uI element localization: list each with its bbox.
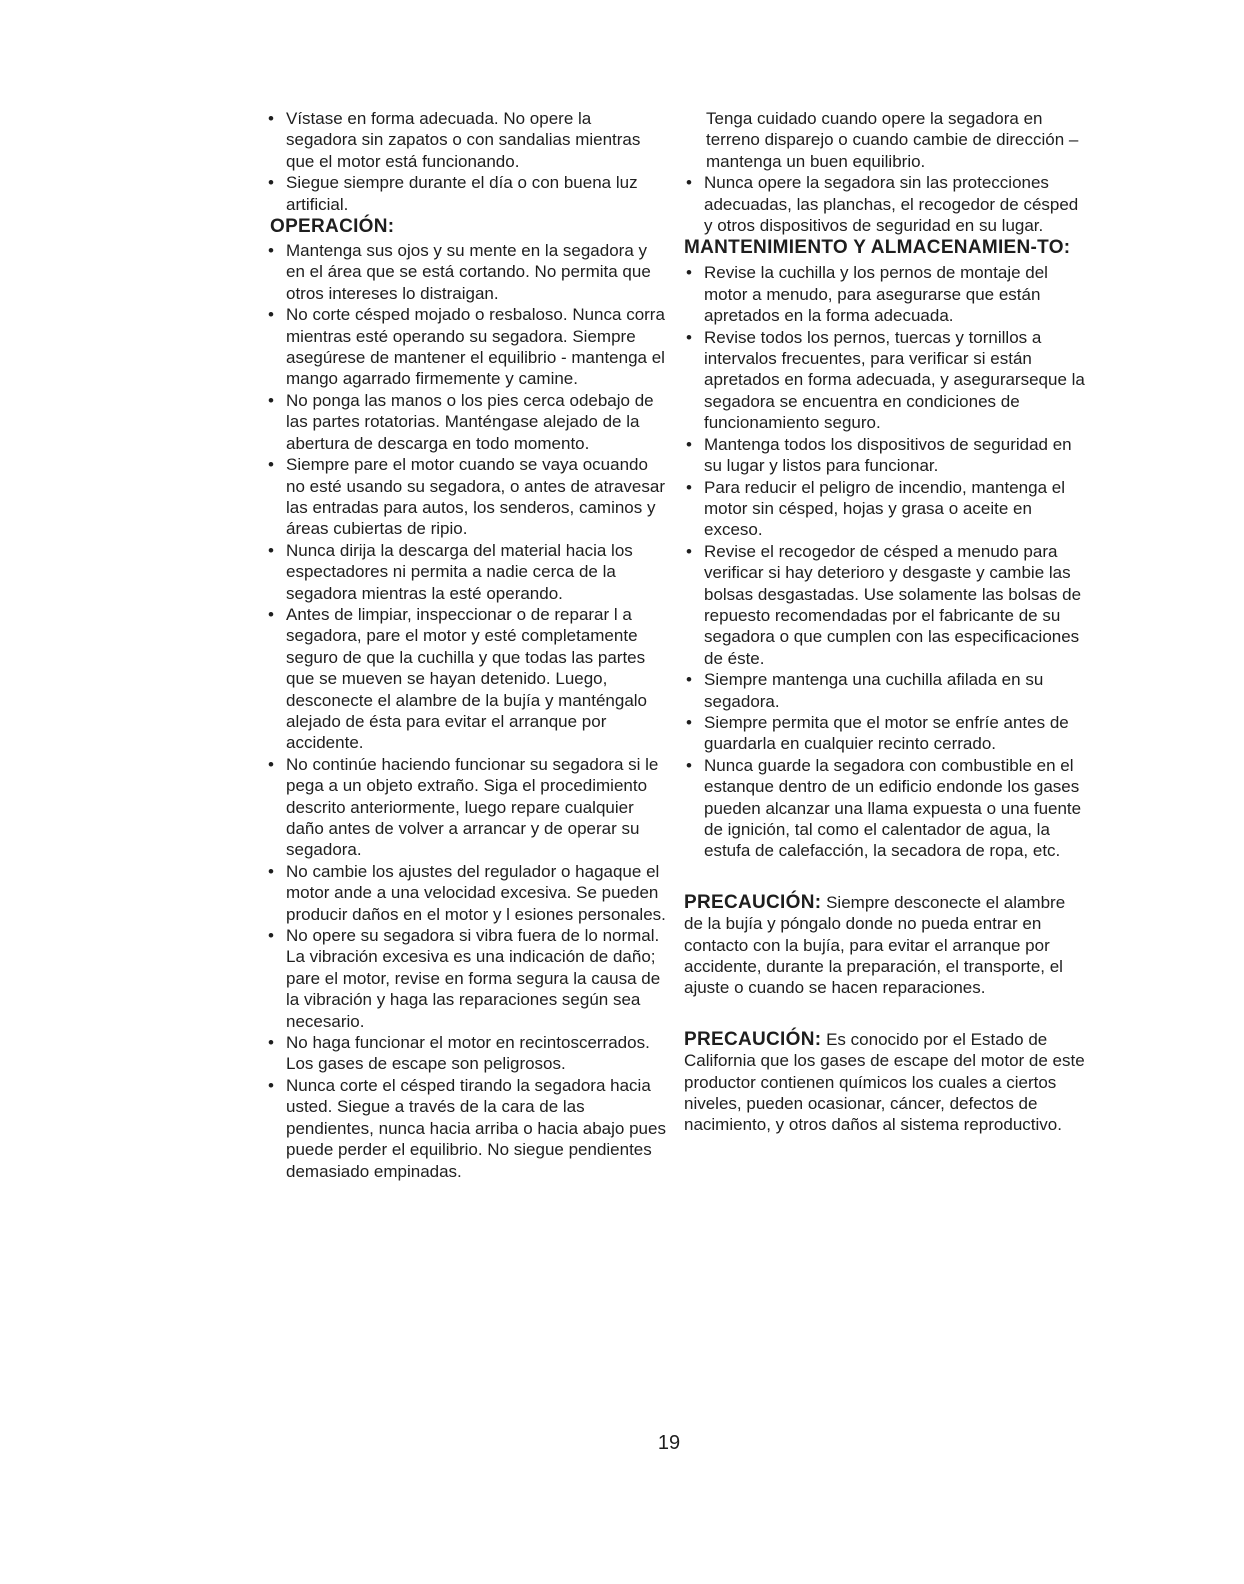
list-item: • No haga funcionar el motor en recintoscerrados. Los gases de escape son peligrosos. [268,1033,650,1074]
caution-text: Es conocido por el Estado de California que los gases de escape del motor de este productor contienen químicos los cuales a ciertos niveles, pueden ocasionar, cáncer, defectos de nacimiento, y otros daños al sistema reproductivo. [684,1029,1085,1135]
list-item: • Para reducir el peligro de incendio, mantenga el motor sin césped, hojas y grasa o aceite en exceso. [686,477,1066,540]
bullet: • [268,390,274,410]
bullet: • [686,712,692,732]
bullet: • [268,241,274,261]
caution-label: PRECAUCIÓN: [684,891,822,913]
list-item: • Nunca guarde la segadora con combustible en el estanque dentro de un edificio endonde los gases pueden alcanzar una llama expuesta o una fuente de ignición, tal como el calentador de agua, la estufa de calefacción, la secadora de ropa, etc. [686,755,1082,861]
continued-text: Tenga cuidado cuando opere la segadora en terreno disparejo o cuando cambie de dirección – mantenga un buen equilibrio. [706,109,1079,171]
list-item: • Revise la cuchilla y los pernos de montaje del motor a menudo, para asegurarse que están apretados en la forma adecuada. [686,263,1048,326]
bullet: • [686,541,692,561]
right-column [684,108,1088,1136]
maintenance-heading: MANTENIMIENTO Y ALMACENAMIEN-TO: [684,237,1071,259]
list-item: • Nunca dirija la descarga del material hacia los espectadores ni permita a nadie cerca de la segadora mientras la esté operando. [268,540,633,603]
bullet: • [268,305,274,325]
list-item: • No continúe haciendo funcionar su segadora si le pega a un objeto extraño. Siga el procedimiento descrito anteriormente, luego repare cualquier daño antes de volver a arrancar y de operar su segadora. [268,754,659,860]
bullet: • [268,455,274,475]
page-number: 19 [657,1432,681,1454]
list-item: • Nunca corte el césped tirando la segadora hacia usted. Siegue a través de la cara de las pendientes, nunca hacia arriba o hacia abajo pues puede perder el equilibrio. No siegue pendientes demasiado empinadas. [268,1075,666,1181]
caution-label: PRECAUCIÓN: [684,1028,822,1050]
bullet: • [268,540,274,560]
list-item: • No corte césped mojado o resbaloso. Nunca corra mientras esté operando su segadora. Siempre asegúrese de mantener el equilibrio - mantenga el mango agarrado firmemente y camine. [268,305,665,389]
bullet: • [268,926,274,946]
bullet: • [268,109,274,128]
list-item: • Antes de limpiar, inspeccionar o de reparar l a segadora, pare el motor y esté completamente seguro de que la cuchilla y que todas las partes que se mueven se hayan detenido. Luego, desconecte el alambre de la bujía y manténgalo alejado de ésta para evitar el arranque por accidente. [268,604,648,753]
bullet: • [268,604,274,624]
bullet: • [686,670,692,690]
caution-text: Siempre desconecte el alambre de la bujía y póngalo donde no pueda entrar en contacto con la bujía, para evitar el arranque por accidente, durante la preparación, el transporte, el ajuste o cuando se hacen reparaciones. [684,892,1066,998]
list-item: • Nunca opere la segadora sin las protecciones adecuadas, las planchas, el recogedor de césped y otros dispositivos de seguridad en su lugar. [686,173,1079,236]
list-item: • Revise el recogedor de césped a menudo para verificar si hay deterioro y desgaste y cambie las bolsas desgastadas. Use solamente las bolsas de repuesto recomendadas por el fabricante de su segadora o que cumplen con las especificaciones de éste. [686,541,1082,668]
list-item: • No ponga las manos o los pies cerca odebajo de las partes rotatorias. Manténgase alejado de la abertura de descarga en todo momento. [268,390,654,453]
list-item: • No cambie los ajustes del regulador o hagaque el motor ande a una velocidad excesiva. Se pueden producir daños en el motor y l esiones personales. [268,861,666,924]
bullet: • [268,1075,274,1095]
list-item: • Mantenga sus ojos y su mente en la segadora y en el área que se está cortando. No permita que otros intereses lo distraigan. [268,241,651,303]
bullet: • [268,861,274,881]
caution-spark-plug [684,892,1088,999]
list-item: • Mantenga todos los dispositivos de seguridad en su lugar y listos para funcionar. [686,434,1072,476]
list-item: • Siempre permita que el motor se enfríe antes de guardarla en cualquier recinto cerrado. [686,712,1069,754]
bullet: • [686,263,692,283]
bullet: • [268,1033,274,1053]
left-column [266,108,666,1182]
bullet: • [686,173,692,193]
list-item: • Siempre pare el motor cuando se vaya ocuando no esté usando su segadora, o antes de atravesar las entradas para autos, los senderos, caminos y áreas cubiertas de ripio. [268,455,665,539]
list-item: • Vístase en forma adecuada. No opere la segadora sin zapatos o con sandalias mientras que el motor está funcionando. [268,109,641,171]
bullet: • [686,477,692,497]
bullet: • [268,173,274,193]
bullet: • [268,754,274,774]
operation-heading: OPERACIÓN: [270,216,395,238]
list-item: • Siegue siempre durante el día o con buena luz artificial. [268,173,638,214]
bullet: • [686,755,692,775]
bullet: • [686,327,692,347]
list-item: • No opere su segadora si vibra fuera de lo normal. La vibración excesiva es una indicación de daño; pare el motor, revise en forma segura la causa de la vibración y haga las reparaciones según sea necesario. [268,926,661,1031]
caution-california [684,1029,1088,1136]
bullet: • [686,434,692,454]
list-item: • Revise todos los pernos, tuercas y tornillos a intervalos frecuentes, para verificar si están apretados en forma adecuada, y asegurarseque la segadora se encuentra en condiciones de funcionamiento seguro. [686,327,1085,433]
list-item: • Siempre mantenga una cuchilla afilada en su segadora. [686,670,1044,711]
